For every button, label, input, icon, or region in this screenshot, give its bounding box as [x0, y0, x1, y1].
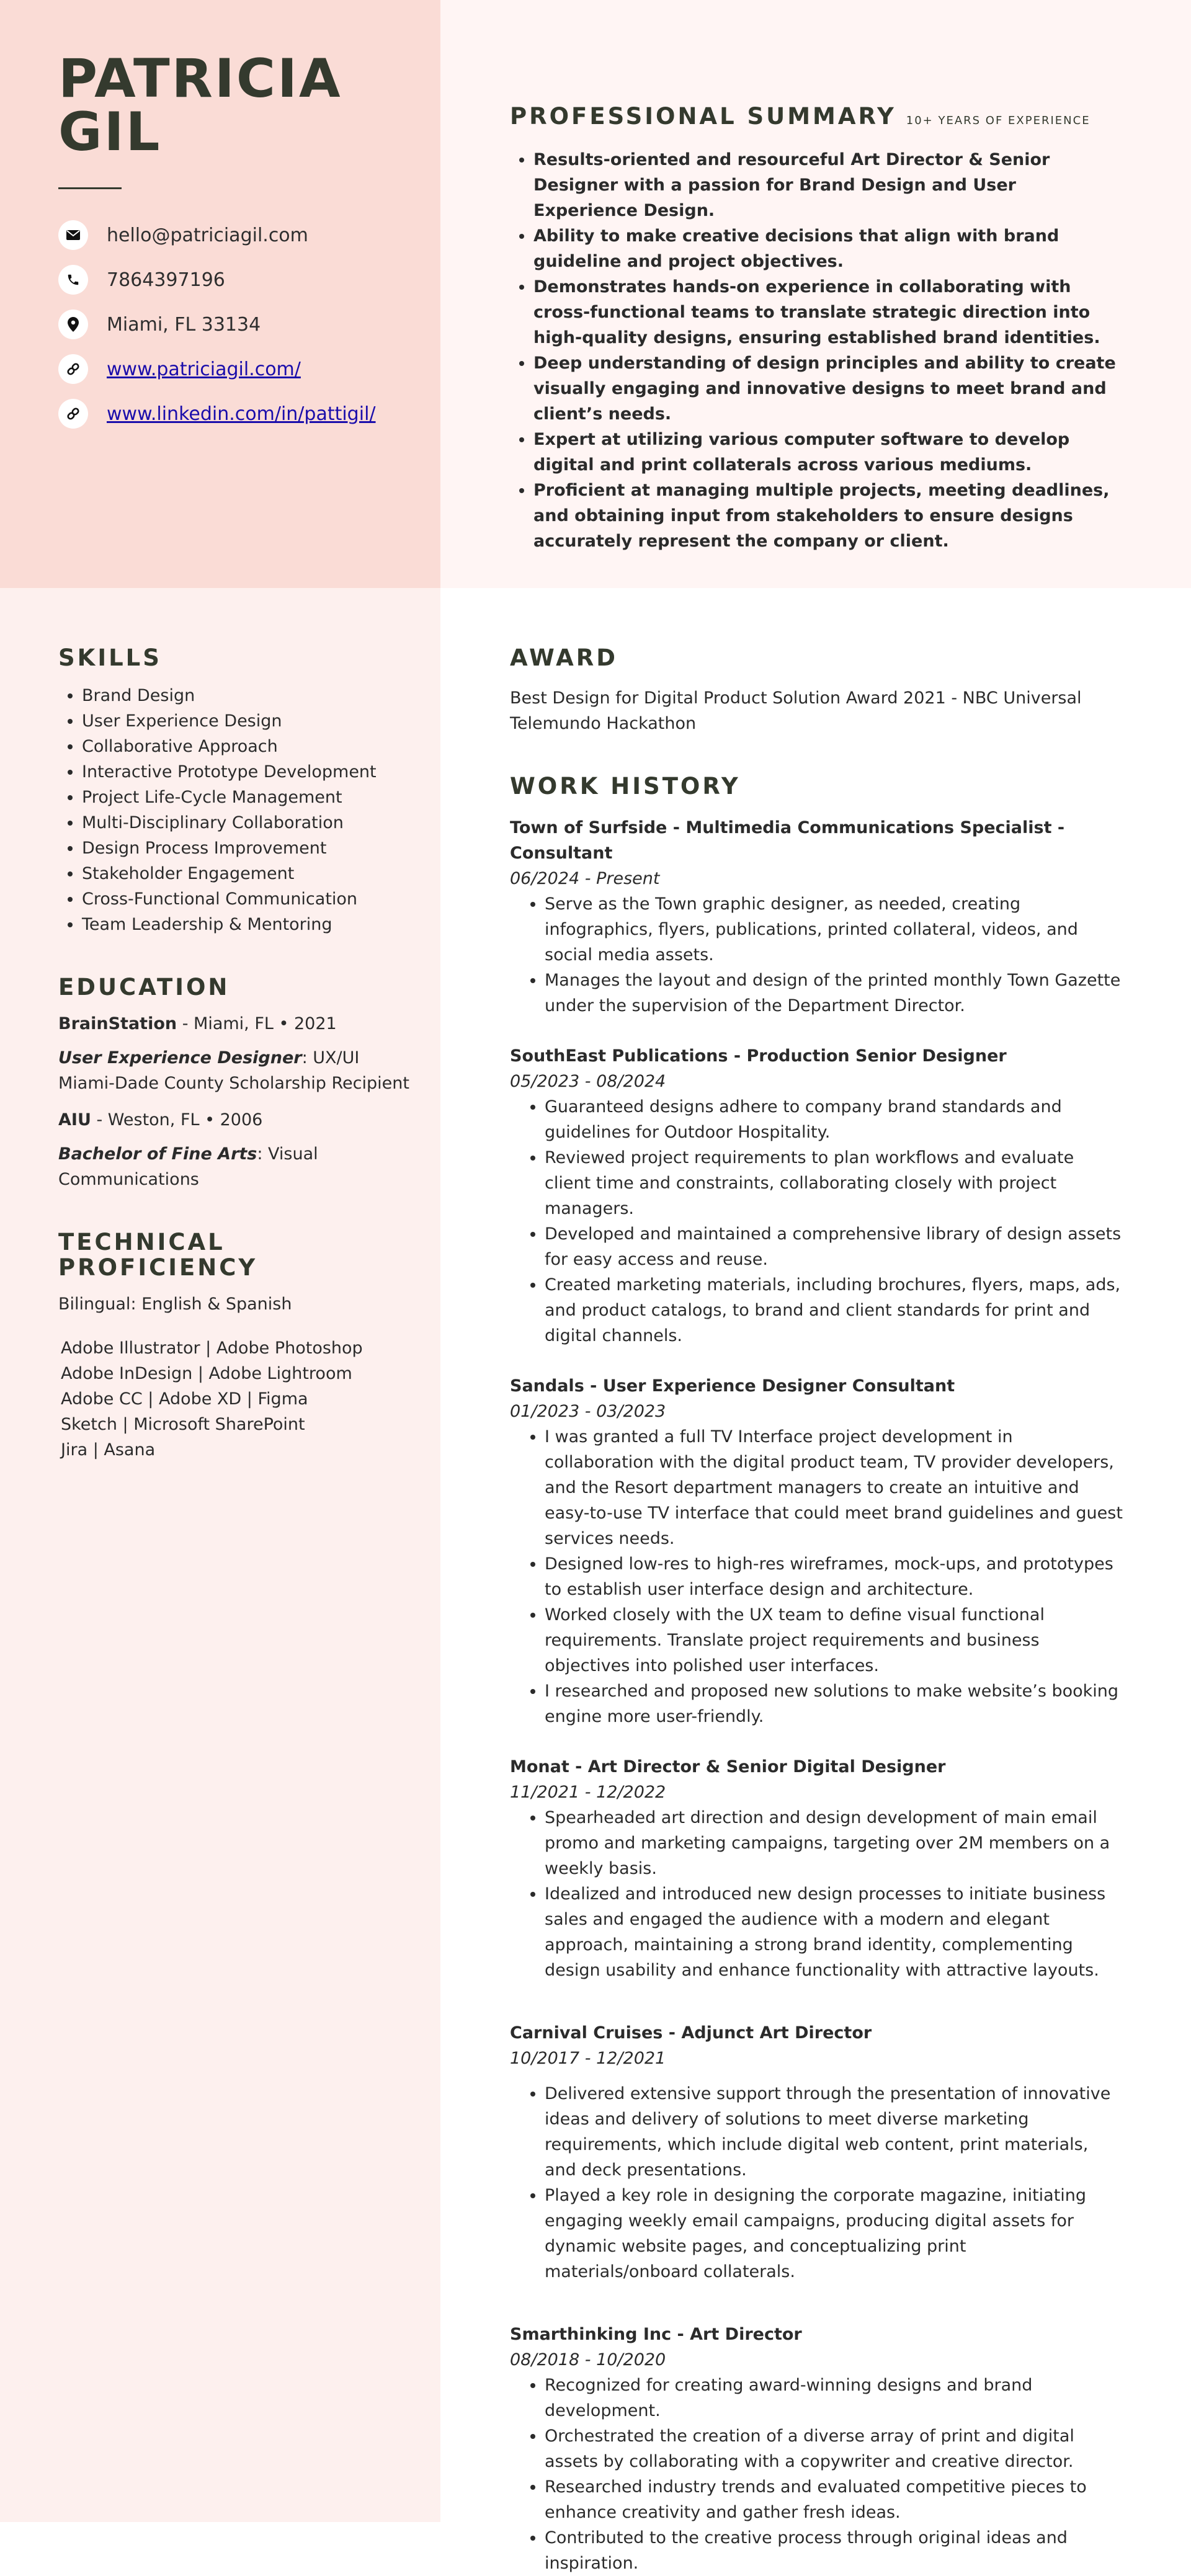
- job-bullet: • Researched industry trends and evaluated competitive pieces to enhance creativity and gather fresh ideas.: [545, 2474, 1124, 2525]
- job-entry: [510, 1043, 1124, 1348]
- degree-field: : UX/UI: [301, 1048, 360, 1067]
- contact-email: [58, 220, 376, 250]
- job-dates: 06/2024 - Present: [510, 869, 660, 888]
- tools-line: Adobe InDesign | Adobe Lightroom: [61, 1364, 352, 1383]
- award-text: Best Design for Digital Product Solution Award 2021 - NBC Universal Telemundo Hackathon: [510, 689, 1082, 733]
- summary-item: • Expert at utilizing various computer software to develop digital and print collaterals across various mediums.: [533, 427, 1124, 478]
- skill-item: • Interactive Prototype Development: [82, 759, 418, 785]
- award-section: [510, 645, 1124, 736]
- work-history-title: WORK HISTORY: [510, 773, 741, 800]
- job-dates: 11/2021 - 12/2022: [510, 1783, 666, 1802]
- job-title: Smarthinking Inc - Art Director: [510, 2325, 802, 2344]
- contact-phone: [58, 265, 376, 295]
- tools-line: Adobe CC | Adobe XD | Figma: [61, 1389, 308, 1409]
- job-bullet: • I researched and proposed new solutions to make website’s booking engine more user-friendly.: [545, 1678, 1124, 1729]
- job-bullet: • Reviewed project requirements to plan workflows and evaluate client time and constraints, collaborating closely with project managers.: [545, 1145, 1124, 1221]
- job-title: Monat - Art Director & Senior Digital Designer: [510, 1757, 946, 1776]
- technical-title: TECHNICAL PROFICIENCY: [58, 1229, 258, 1281]
- contact-linkedin: [58, 399, 376, 429]
- skill-item: • Design Process Improvement: [82, 836, 418, 861]
- tools-line: Sketch | Microsoft SharePoint: [61, 1415, 305, 1434]
- name-divider: [58, 187, 122, 189]
- summary-item: • Deep understanding of design principles and ability to create visually engaging and innovative designs to meet brand and client’s needs.: [533, 350, 1124, 427]
- linkedin-link[interactable]: www.linkedin.com/in/pattigil/: [107, 403, 376, 425]
- school-name: AIU: [58, 1110, 91, 1130]
- summary-list: [510, 147, 1124, 554]
- location-text: Miami, FL 33134: [107, 313, 261, 336]
- job-bullets: [510, 2081, 1124, 2284]
- job-title: Carnival Cruises - Adjunct Art Director: [510, 2023, 872, 2043]
- professional-summary-section: [510, 103, 1124, 554]
- job-entry: [510, 1373, 1124, 1729]
- skill-item: • User Experience Design: [82, 708, 418, 734]
- job-bullet: • Worked closely with the UX team to define visual functional requirements. Translate project requirements and business objectives into polished user interfaces.: [545, 1602, 1124, 1678]
- job-bullet: • Recognized for creating award-winning designs and brand development.: [545, 2373, 1124, 2423]
- job-bullet: • Created marketing materials, including brochures, flyers, maps, ads, and product catalogs, to brand and client standards for print and digital channels.: [545, 1272, 1124, 1348]
- job-bullets: [510, 1094, 1124, 1348]
- job-title: Sandals - User Experience Designer Consultant: [510, 1376, 955, 1396]
- skills-title: SKILLS: [58, 644, 162, 671]
- website-link[interactable]: www.patriciagil.com/: [107, 358, 301, 380]
- education-title: EDUCATION: [58, 974, 230, 1001]
- email-text: hello@patriciagil.com: [107, 224, 308, 246]
- skill-item: • Cross-Functional Communication: [82, 886, 418, 912]
- skill-item: • Brand Design: [82, 683, 418, 708]
- link-icon: [58, 354, 88, 384]
- location-pin-icon: [58, 310, 88, 339]
- education-section: [58, 974, 418, 1192]
- tools-list: [58, 1335, 418, 1463]
- bilingual-text: Bilingual: English & Spanish: [58, 1295, 292, 1314]
- job-title: SouthEast Publications - Production Senior Designer: [510, 1046, 1007, 1066]
- tools-line: Adobe Illustrator | Adobe Photoshop: [61, 1339, 363, 1358]
- summary-subtitle: 10+ YEARS OF EXPERIENCE: [906, 114, 1091, 127]
- skill-item: • Project Life-Cycle Management: [82, 785, 418, 810]
- job-entry: [510, 815, 1124, 1018]
- degree-name: User Experience Designer: [58, 1048, 302, 1067]
- education-note: Miami-Dade County Scholarship Recipient: [58, 1074, 409, 1093]
- skill-item: • Collaborative Approach: [82, 734, 418, 759]
- school-location-year: - Miami, FL • 2021: [177, 1014, 337, 1033]
- job-bullets: [510, 1805, 1124, 1983]
- resume-name: PATRICIA GIL: [58, 48, 342, 163]
- job-dates: 08/2018 - 10/2020: [510, 2350, 666, 2369]
- school-name: BrainStation: [58, 1014, 177, 1033]
- job-entry: [510, 2020, 1124, 2284]
- job-bullet: • Spearheaded art direction and design development of main email promo and marketing campaigns, targeting over 2M members on a weekly basis.: [545, 1805, 1124, 1881]
- education-school-line: [58, 1107, 418, 1133]
- job-entry: [510, 2322, 1124, 2576]
- job-dates: 05/2023 - 08/2024: [510, 1072, 666, 1091]
- job-bullet: • Designed low-res to high-res wireframes, mock-ups, and prototypes to establish user interface design and architecture.: [545, 1551, 1124, 1602]
- job-bullet: • I was granted a full TV Interface project development in collaboration with the digital product team, TV provider developers, and the Resort department managers to create an intuitive and easy-to-use TV interface that could meet brand guidelines and guest services needs.: [545, 1424, 1124, 1551]
- summary-item: • Ability to make creative decisions that align with brand guideline and project objectives.: [533, 223, 1124, 274]
- technical-proficiency-section: [58, 1229, 418, 1463]
- skills-list: [58, 683, 418, 937]
- skill-item: • Team Leadership & Mentoring: [82, 912, 418, 937]
- education-degree-line: [58, 1141, 418, 1192]
- skill-item: • Stakeholder Engagement: [82, 861, 418, 886]
- job-entry: [510, 1754, 1124, 1983]
- main-content: [510, 645, 1124, 2576]
- summary-title: PROFESSIONAL SUMMARY: [510, 103, 896, 130]
- education-school-line: [58, 1011, 418, 1036]
- job-bullet: • Contributed to the creative process through original ideas and inspiration.: [545, 2525, 1124, 2576]
- education-degree-line: [58, 1045, 418, 1071]
- job-bullet: • Delivered extensive support through the presentation of innovative ideas and delivery of solutions to meet diverse marketing requirements, which include digital web content, print materials, and deck presentations.: [545, 2081, 1124, 2183]
- contact-website: [58, 354, 376, 384]
- job-bullet: • Serve as the Town graphic designer, as needed, creating infographics, flyers, publications, printed collateral, videos, and social media assets.: [545, 891, 1124, 968]
- contact-location: [58, 310, 376, 339]
- phone-icon: [58, 265, 88, 295]
- summary-item: • Proficient at managing multiple projects, meeting deadlines, and obtaining input from stakeholders to ensure designs accurately represent the company or client.: [533, 478, 1124, 554]
- education-entry: [58, 1107, 418, 1192]
- skill-item: • Multi-Disciplinary Collaboration: [82, 810, 418, 836]
- award-title: AWARD: [510, 644, 618, 671]
- skills-section: [58, 645, 418, 937]
- job-bullets: [510, 1424, 1124, 1729]
- education-entry: [58, 1011, 418, 1096]
- mail-icon: [58, 220, 88, 250]
- link-icon: [58, 399, 88, 429]
- tools-line: Jira | Asana: [61, 1440, 156, 1460]
- job-bullets: [510, 2373, 1124, 2576]
- job-bullet: • Idealized and introduced new design processes to initiate business sales and engaged the audience with a modern and elegant approach, maintaining a strong brand identity, complementing design usability and enhance functionality with attractive layouts.: [545, 1881, 1124, 1983]
- job-dates: 10/2017 - 12/2021: [510, 2049, 666, 2068]
- degree-field: : Visual Communications: [58, 1144, 318, 1189]
- job-bullets: [510, 891, 1124, 1018]
- degree-name: Bachelor of Fine Arts: [58, 1144, 257, 1164]
- job-title: Town of Surfside - Multimedia Communications Specialist - Consultant: [510, 818, 1065, 863]
- contact-list: [58, 220, 376, 443]
- work-history-section: [510, 773, 1124, 2576]
- job-bullet: • Played a key role in designing the corporate magazine, initiating engaging weekly email campaigns, producing digital assets for dynamic website pages, and conceptualizing print materials/onboard collaterals.: [545, 2183, 1124, 2284]
- job-bullet: • Developed and maintained a comprehensive library of design assets for easy access and reuse.: [545, 1221, 1124, 1272]
- summary-item: • Demonstrates hands-on experience in collaborating with cross-functional teams to translate strategic direction into high-quality designs, ensuring established brand identities.: [533, 274, 1124, 350]
- school-location-year: - Weston, FL • 2006: [91, 1110, 263, 1130]
- summary-header: [510, 103, 1124, 130]
- job-bullet: • Guaranteed designs adhere to company brand standards and guidelines for Outdoor Hospitality.: [545, 1094, 1124, 1145]
- summary-item: • Results-oriented and resourceful Art Director & Senior Designer with a passion for Brand Design and User Experience Design.: [533, 147, 1124, 223]
- sidebar-content: [58, 645, 418, 1463]
- job-dates: 01/2023 - 03/2023: [510, 1402, 666, 1421]
- job-bullet: • Orchestrated the creation of a diverse array of print and digital assets by collaborating with a copywriter and creative director.: [545, 2423, 1124, 2474]
- job-bullet: • Manages the layout and design of the printed monthly Town Gazette under the supervision of the Department Director.: [545, 968, 1124, 1018]
- phone-text: 7864397196: [107, 269, 225, 291]
